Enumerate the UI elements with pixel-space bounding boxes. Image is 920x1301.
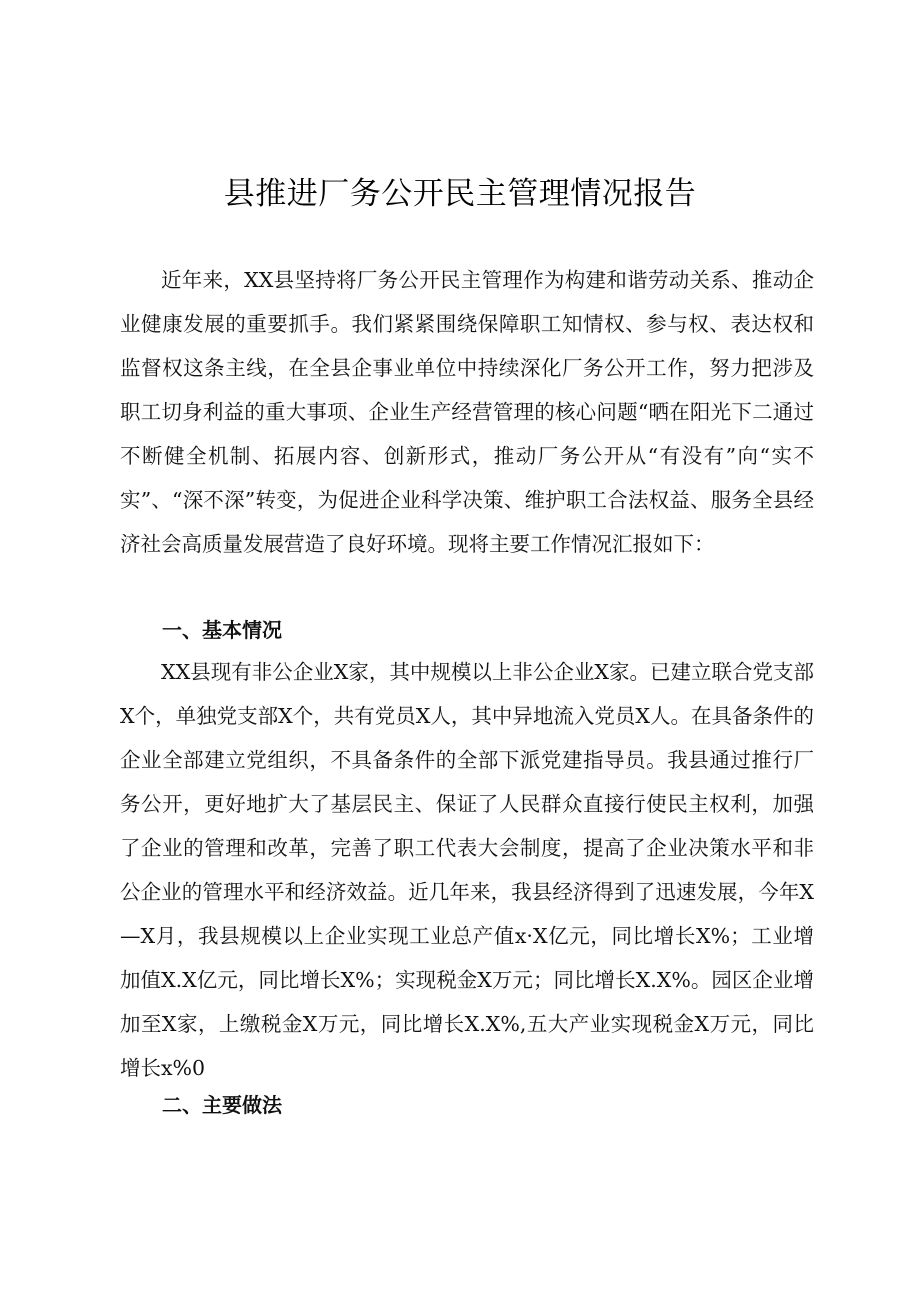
- document-title: 县推进厂务公开民主管理情况报告: [223, 176, 697, 212]
- basic-situation-paragraph: XX县现有非公企业X家，其中规模以上非公企业X家。已建立联合党支部X个，单独党支部X个，共有党员X人，其中异地流入党员X人。在具备条件的企业全部建立党组织，不具备条件的全部下派党建指导员。我县通过推行厂务公开，更好地扩大了基层民主、保证了人民群众直接行使民主权利，加强了企业的管理和改革，完善了职工代表大会制度，提高了企业决策水平和非公企业的管理水平和经济效益。近几年来，我县经济得到了迅速发展，今年X—X月，我县规模以上企业实现工业总产值x·X亿元，同比增长X%；工业增加值X.X亿元，同比增长X%；实现税金X万元；同比增长X.X%。园区企业增加至X家，上缴税金X万元，同比增长X.X%,五大产业实现税金X万元，同比增长x%0: [120, 660, 814, 1080]
- intro-paragraph: 近年来，XX县坚持将厂务公开民主管理作为构建和谐劳动关系、推动企业健康发展的重要抓手。我们紧紧围绕保障职工知情权、参与权、表达权和监督权这条主线，在全县企事业单位中持续深化厂务公开工作，努力把涉及职工切身利益的重大事项、企业生产经营管理的核心问题“晒在阳光下二通过不断健全机制、拓展内容、创新形式，推动厂务公开从“有没有”向“实不实”、“深不深”转变，为促进企业科学决策、维护职工合法权益、服务全县经济社会高质量发展营造了良好环境。现将主要工作情况汇报如下：: [120, 268, 814, 556]
- section-heading-basic-situation: 一、基本情况: [162, 618, 282, 642]
- section-heading-main-practices: 二、主要做法: [162, 1093, 282, 1117]
